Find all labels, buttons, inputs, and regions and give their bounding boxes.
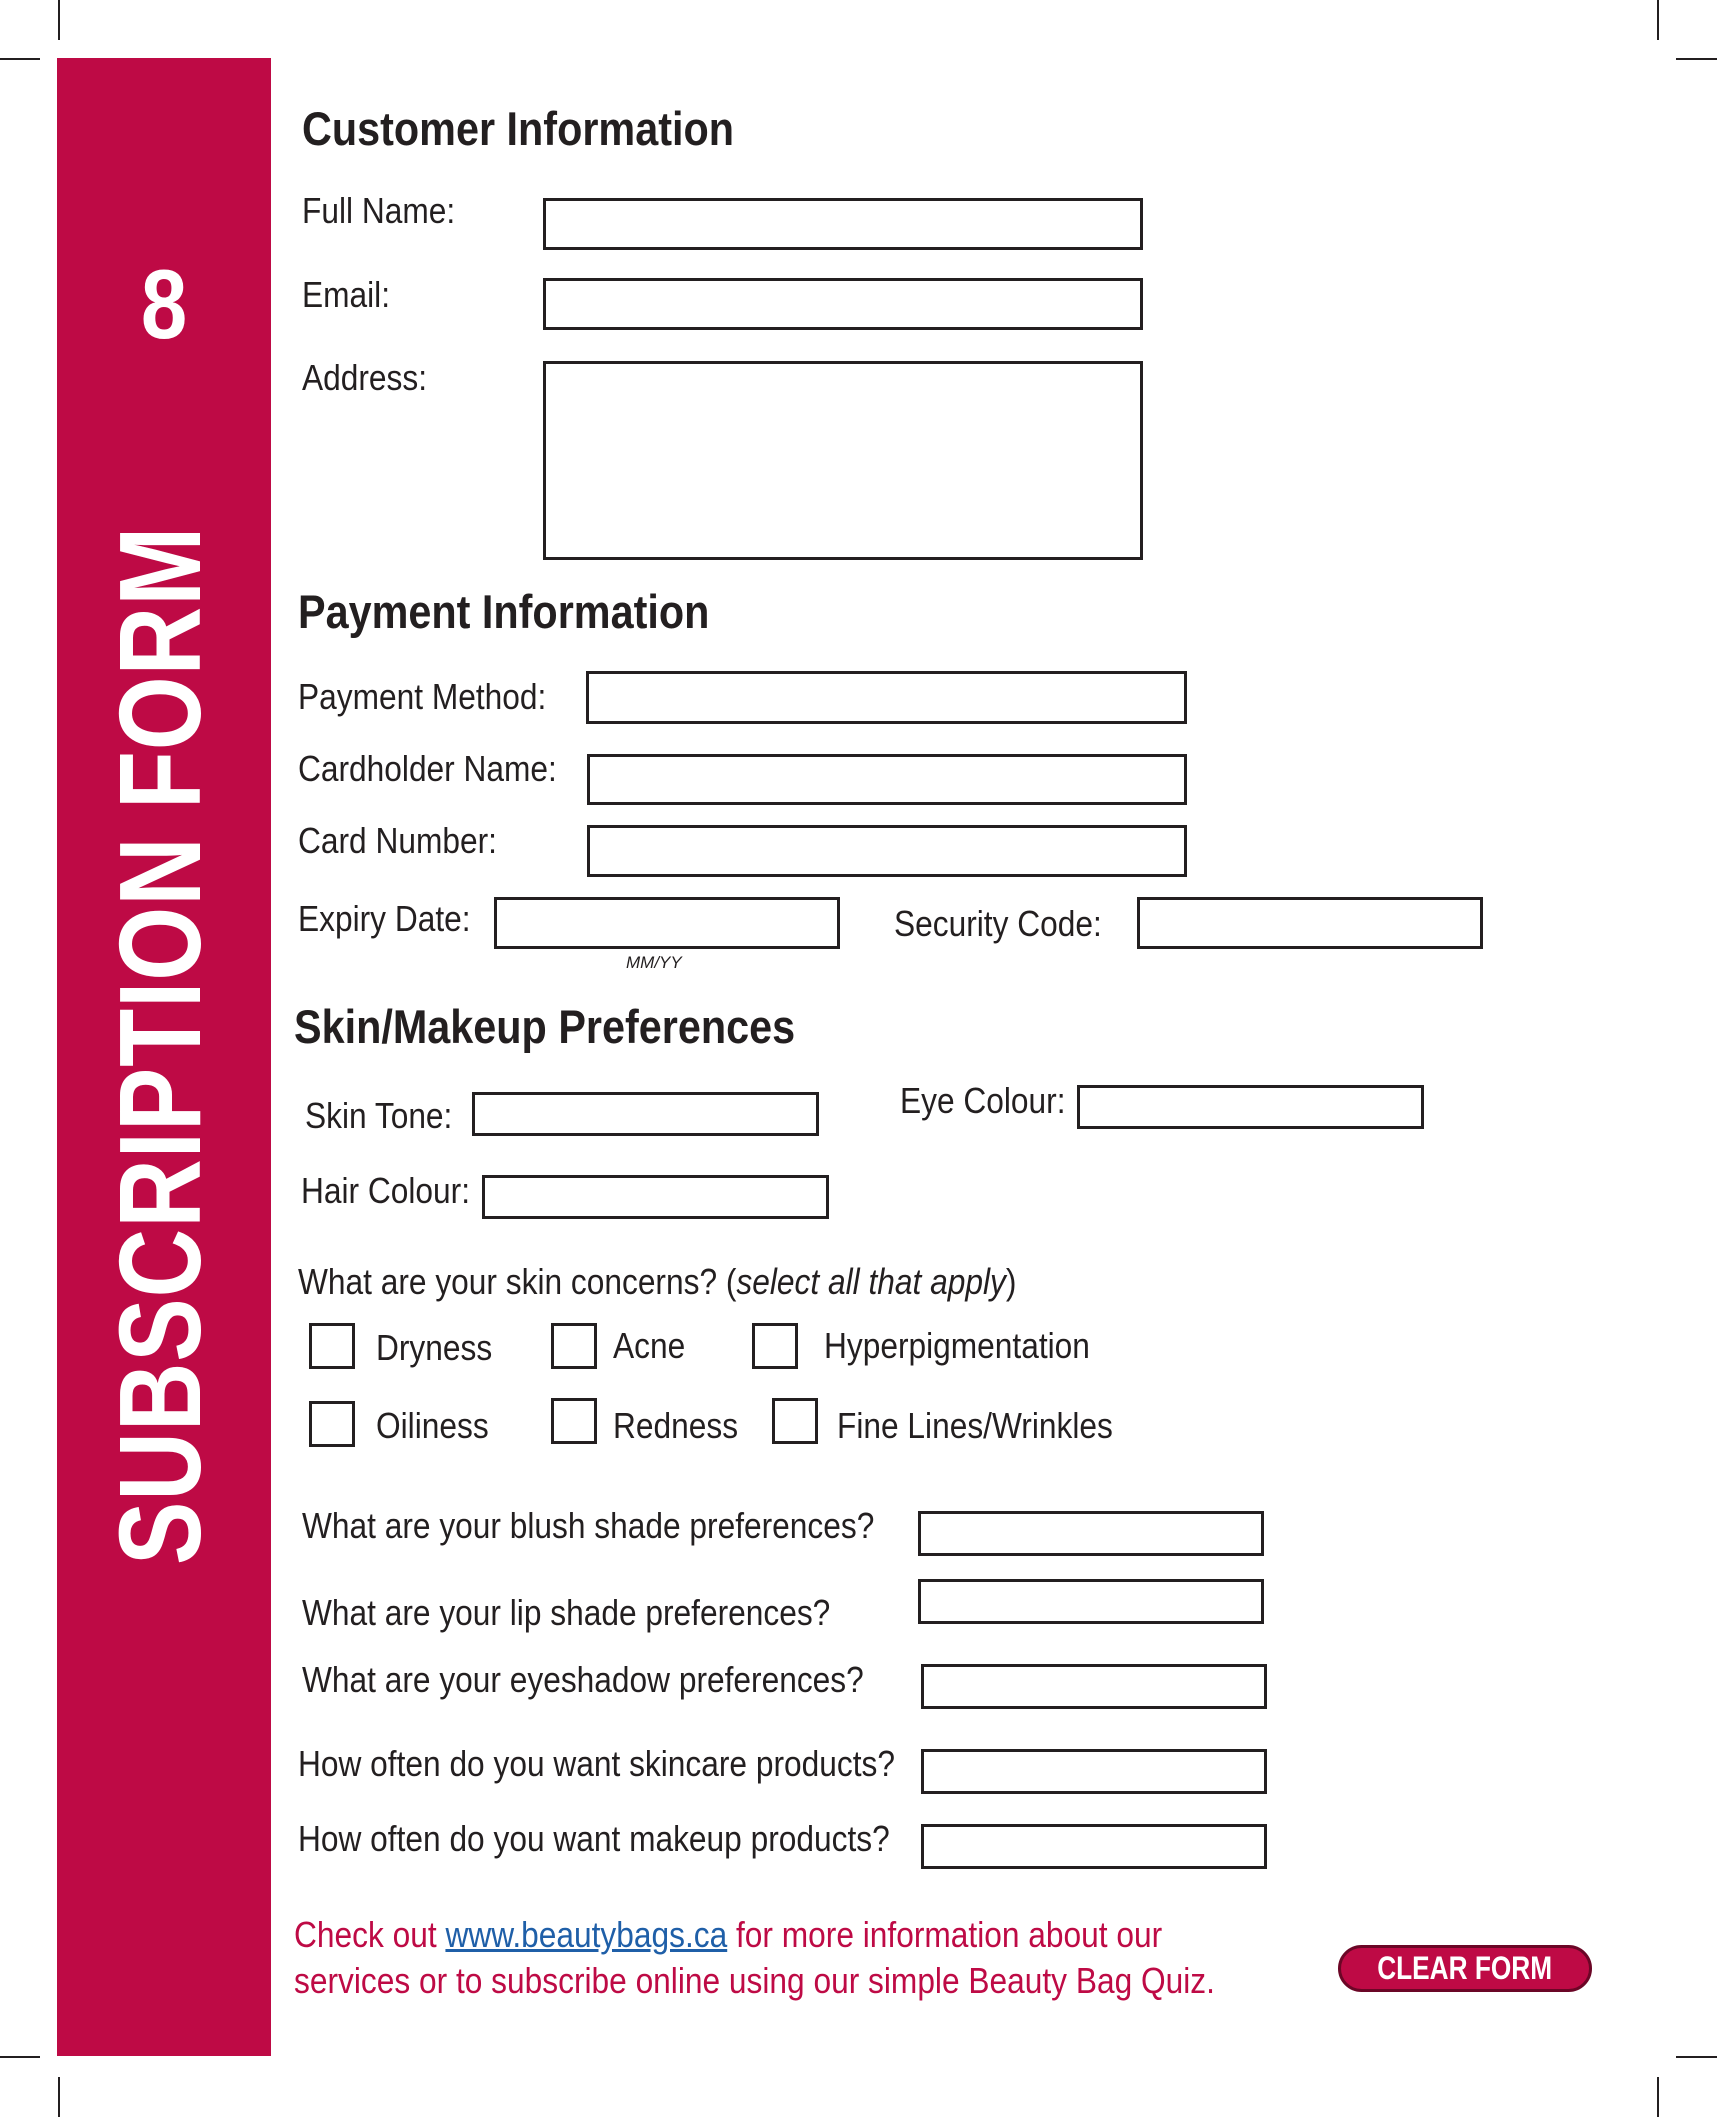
hyperpigmentation-label: Hyperpigmentation: [824, 1325, 1090, 1366]
oiliness-checkbox[interactable]: [309, 1401, 355, 1447]
skin-concerns-question: What are your skin concerns? (select all that apply): [298, 1261, 1017, 1302]
eyeshadow-field[interactable]: [921, 1664, 1267, 1709]
expiry-format-hint: MM/YY: [626, 953, 682, 972]
eyeshadow-question: What are your eyeshadow preferences?: [302, 1659, 864, 1700]
crop-mark: [1657, 0, 1659, 40]
redness-checkbox[interactable]: [551, 1398, 597, 1444]
crop-mark: [0, 58, 40, 60]
crop-mark: [1676, 58, 1717, 60]
payment-heading: Payment Information: [298, 585, 710, 638]
payment-method-field[interactable]: [586, 671, 1187, 724]
full-name-label: Full Name:: [302, 190, 456, 231]
hair-colour-field[interactable]: [482, 1175, 829, 1219]
expiry-date-label: Expiry Date:: [298, 898, 471, 939]
dryness-label: Dryness: [376, 1327, 493, 1368]
acne-checkbox[interactable]: [551, 1323, 597, 1369]
makeup-frequency-question: How often do you want makeup products?: [298, 1818, 890, 1859]
skincare-frequency-question: How often do you want skincare products?: [298, 1743, 895, 1784]
expiry-date-field[interactable]: [494, 897, 840, 949]
full-name-field[interactable]: [543, 198, 1143, 250]
lip-question: What are your lip shade preferences?: [302, 1592, 831, 1633]
redness-label: Redness: [613, 1405, 739, 1446]
crop-mark: [58, 2077, 60, 2117]
cardholder-name-label: Cardholder Name:: [298, 748, 557, 789]
security-code-field[interactable]: [1137, 897, 1483, 949]
eye-colour-label: Eye Colour:: [900, 1080, 1066, 1121]
crop-mark: [1676, 2056, 1717, 2058]
makeup-frequency-field[interactable]: [921, 1824, 1267, 1869]
crop-mark: [1657, 2077, 1659, 2117]
address-field[interactable]: [543, 361, 1143, 560]
skin-tone-label: Skin Tone:: [305, 1095, 453, 1136]
card-number-field[interactable]: [587, 825, 1187, 877]
skin-tone-field[interactable]: [472, 1092, 819, 1136]
crop-mark: [0, 2056, 40, 2058]
website-link[interactable]: www.beautybags.ca: [445, 1914, 728, 1955]
cardholder-name-field[interactable]: [587, 754, 1187, 805]
page-number: 8: [140, 249, 188, 359]
eye-colour-field[interactable]: [1077, 1085, 1424, 1129]
payment-method-label: Payment Method:: [298, 676, 547, 717]
security-code-label: Security Code:: [894, 903, 1102, 944]
email-field[interactable]: [543, 278, 1143, 330]
crop-mark: [58, 0, 60, 40]
skincare-frequency-field[interactable]: [921, 1749, 1267, 1794]
form-title: SUBSCRIPTION FORM: [95, 525, 225, 1565]
footer-note: Check out www.beautybags.ca for more information about our services or to subscribe online using our simple Beauty Bag Quiz.: [294, 1914, 1215, 2001]
hair-colour-label: Hair Colour:: [301, 1170, 471, 1211]
clear-form-button[interactable]: CLEAR FORM: [1338, 1945, 1592, 1992]
fine-lines-checkbox[interactable]: [772, 1398, 818, 1444]
card-number-label: Card Number:: [298, 820, 497, 861]
blush-field[interactable]: [918, 1511, 1264, 1556]
lip-field[interactable]: [918, 1579, 1264, 1624]
fine-lines-label: Fine Lines/Wrinkles: [837, 1405, 1113, 1446]
dryness-checkbox[interactable]: [309, 1323, 355, 1369]
customer-heading: Customer Information: [302, 102, 735, 155]
preferences-heading: Skin/Makeup Preferences: [294, 1000, 796, 1053]
blush-question: What are your blush shade preferences?: [302, 1505, 875, 1546]
email-label: Email:: [302, 274, 391, 315]
hyperpigmentation-checkbox[interactable]: [752, 1323, 798, 1369]
oiliness-label: Oiliness: [376, 1405, 489, 1446]
address-label: Address:: [302, 357, 428, 398]
acne-label: Acne: [613, 1325, 686, 1366]
